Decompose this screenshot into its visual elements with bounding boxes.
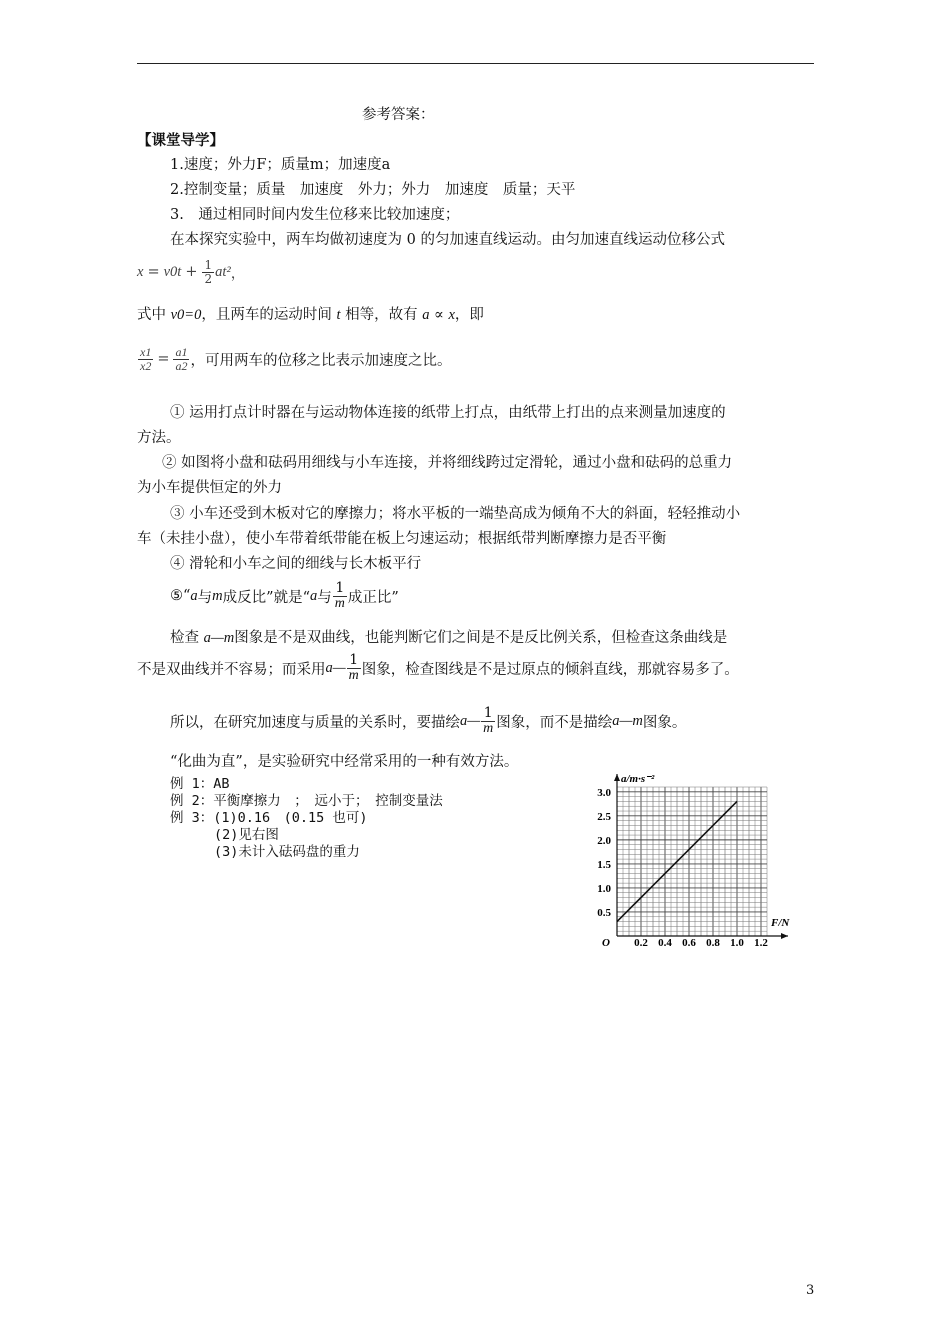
example-3: 例 3：(1)0.16 (0.15 也可) bbox=[170, 810, 368, 826]
formula-v0t: v0t bbox=[163, 263, 182, 280]
p2-prop: ∝ bbox=[429, 307, 449, 323]
c5-m: m bbox=[212, 587, 223, 604]
item-2-line-1: ② 如图将小盘和砝码用细线与小车连接，并将细线跨过定滑轮，通过小盘和砝码的总重力 bbox=[162, 455, 733, 471]
p4-end: 图象。 bbox=[642, 714, 687, 731]
p2-v0: v0=0 bbox=[170, 307, 202, 323]
y-tick-label: 1.0 bbox=[597, 882, 611, 895]
x-tick-label: 0.4 bbox=[658, 937, 672, 949]
paragraph-3-line-2 bbox=[137, 646, 739, 690]
c5-frac bbox=[333, 581, 347, 611]
c5-mid1: 与 bbox=[197, 589, 213, 606]
x-tick-label: 0.6 bbox=[682, 937, 696, 949]
y-axis-arrow bbox=[614, 774, 620, 781]
formula-x: x bbox=[137, 263, 144, 280]
answer-3: 3. 通过相同时间内发生位移来比较加速度； bbox=[170, 207, 460, 223]
x-tick-label: 0.2 bbox=[634, 937, 648, 949]
p4-mid: 图象，而不是描绘 bbox=[496, 714, 613, 731]
c5-den: m bbox=[334, 595, 345, 611]
ratio-eq: = bbox=[157, 351, 170, 367]
a-f-chart bbox=[590, 770, 810, 950]
half-den: 2 bbox=[204, 271, 213, 286]
formula-tail: ， bbox=[230, 265, 246, 282]
example-3-part-2: (2)见右图 bbox=[214, 827, 279, 843]
x-axis-arrow bbox=[781, 933, 788, 939]
paragraph-5: “化曲为直”，是实验研究中经常采用的一种有效方法。 bbox=[170, 754, 519, 770]
ratio-a bbox=[173, 346, 189, 372]
c5-a: a bbox=[190, 587, 198, 604]
item-1-line-2: 方法。 bbox=[137, 430, 181, 446]
c5-mid2: 成反比”就是“ bbox=[222, 589, 310, 606]
x-axis-label: F/N bbox=[771, 917, 790, 929]
p2-end: ，即 bbox=[454, 307, 484, 323]
example-3-part-3: (3)未计入砝码盘的重力 bbox=[214, 844, 360, 860]
formula-displacement bbox=[137, 252, 245, 292]
x-tick-label: 0.8 bbox=[706, 937, 720, 949]
p2-mid: ，且两车的运动时间 bbox=[201, 307, 337, 323]
p2-x: x bbox=[448, 307, 455, 323]
p4-pre: 所以，在研究加速度与质量的关系时，要描绘 bbox=[170, 714, 460, 731]
p2-a: a bbox=[422, 307, 430, 323]
p4-num: 1 bbox=[481, 706, 495, 722]
p3-am: a—m bbox=[203, 630, 235, 646]
c5-pre: ⑤“ bbox=[170, 588, 191, 604]
p3-pre: 检查 bbox=[170, 630, 204, 646]
y-tick-label: 1.5 bbox=[597, 858, 611, 871]
answer-2: 2.控制变量；质量 加速度 外力；外力 加速度 质量；天平 bbox=[170, 182, 576, 198]
formula-at2: at² bbox=[215, 263, 231, 280]
p4-a: a— bbox=[460, 712, 481, 729]
example-2: 例 2：平衡摩擦力 ； 远小于； 控制变量法 bbox=[170, 793, 443, 809]
ratio-x1: x1 bbox=[140, 344, 152, 359]
p3b-rest: 图象，检查图线是不是过原点的倾斜直线，那就容易多了。 bbox=[361, 661, 739, 678]
y-tick-label: 3.0 bbox=[597, 786, 611, 799]
p2-prefix: 式中 bbox=[137, 307, 171, 323]
paragraph-1: 在本探究实验中，两车均做初速度为 0 的匀加速直线运动。由匀加速直线运动位移公式 bbox=[170, 232, 725, 248]
p3b-a: a— bbox=[325, 659, 346, 676]
p3b-pre: 不是双曲线并不容易；而采用 bbox=[137, 661, 326, 678]
answer-title: 参考答案： bbox=[362, 107, 435, 123]
p3-rest: 图象是不是双曲线，也能判断它们之间是不是反比例关系，但检查这条曲线是 bbox=[234, 630, 728, 646]
paragraph-3-line-1 bbox=[170, 626, 727, 647]
ratio-x bbox=[138, 346, 153, 372]
paragraph-4 bbox=[170, 699, 686, 743]
y-axis-label: a/m·s⁻² bbox=[621, 773, 655, 785]
ratio-x2: x2 bbox=[140, 358, 152, 373]
x-tick-label: 1.0 bbox=[730, 937, 744, 949]
item-1-line-1: ① 运用打点计时器在与运动物体连接的纸带上打点，由纸带上打出的点来测量加速度的 bbox=[170, 405, 726, 421]
p2-t: t bbox=[336, 307, 341, 323]
p4-den: m bbox=[483, 720, 494, 736]
formula-ratio bbox=[137, 337, 451, 381]
c5-a2: a bbox=[309, 587, 318, 604]
p3b-num: 1 bbox=[347, 653, 361, 669]
formula-eq: = bbox=[147, 264, 160, 280]
c5-end: 成正比” bbox=[347, 589, 399, 606]
p4-frac bbox=[481, 706, 495, 736]
c5-mid3: 与 bbox=[317, 589, 332, 606]
y-tick-label: 2.0 bbox=[597, 834, 611, 847]
chart-grid bbox=[617, 787, 767, 936]
formula-plus: + bbox=[185, 264, 198, 280]
c5-num: 1 bbox=[333, 581, 347, 597]
item-2-line-2: 为小车提供恒定的外力 bbox=[137, 480, 282, 496]
header-rule bbox=[137, 63, 814, 64]
answer-1: 1.速度；外力F；质量m；加速度a bbox=[170, 157, 391, 173]
p2-rest: 相等，故有 bbox=[340, 307, 423, 323]
p4-am: a—m bbox=[612, 712, 643, 729]
page-number: 3 bbox=[806, 1283, 815, 1298]
origin-label: O bbox=[602, 937, 610, 949]
item-4: ④ 滑轮和小车之间的细线与长木板平行 bbox=[170, 556, 422, 572]
p3b-den: m bbox=[348, 667, 359, 683]
section-heading: 【课堂导学】 bbox=[137, 133, 224, 149]
formula-half bbox=[202, 259, 214, 285]
x-tick-label: 1.2 bbox=[754, 937, 768, 949]
half-num: 1 bbox=[204, 257, 213, 272]
ratio-a2: a2 bbox=[175, 358, 188, 373]
ratio-tail: ，可用两车的位移之比表示加速度之比。 bbox=[190, 352, 452, 369]
item-5 bbox=[170, 574, 399, 618]
y-tick-label: 0.5 bbox=[597, 906, 611, 919]
p3b-frac bbox=[347, 653, 361, 683]
item-3-line-2: 车（未挂小盘），使小车带着纸带能在板上匀速运动；根据纸带判断摩擦力是否平衡 bbox=[137, 531, 667, 547]
example-1: 例 1：AB bbox=[170, 776, 230, 792]
ratio-a1: a1 bbox=[175, 344, 188, 359]
item-3-line-1: ③ 小车还受到木板对它的摩擦力；将水平板的一端垫高成为倾角不大的斜面，轻轻推动小 bbox=[170, 506, 741, 522]
y-tick-label: 2.5 bbox=[597, 810, 611, 823]
paragraph-2 bbox=[137, 303, 484, 324]
